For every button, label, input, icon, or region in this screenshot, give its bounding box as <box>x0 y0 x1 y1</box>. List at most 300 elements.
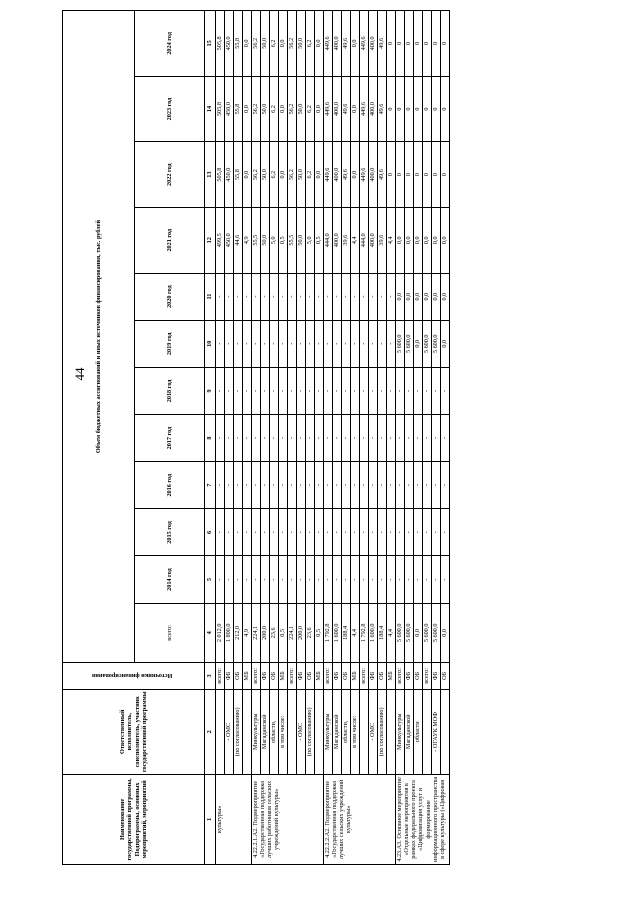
year-value-cell: 0 <box>396 11 405 77</box>
year-value-cell: - <box>360 367 369 414</box>
program-name-cell: 4.23.А3. Основное мероприятие «Отдельные мероприятия в рамках федерального проекта «Цифровизация услуг и формирование информационного пространства в сфере культуры («Цифровая <box>396 774 450 864</box>
year-value-cell: - <box>216 320 225 367</box>
year-value-cell: - <box>369 509 378 556</box>
table-row <box>387 11 396 865</box>
year-value-cell: 39,6 <box>342 207 351 273</box>
year-value-cell: - <box>342 556 351 603</box>
year-value-cell: 56,2 <box>252 142 261 208</box>
executor-cell: - ОМС <box>369 689 378 774</box>
column-index: 6 <box>205 509 216 556</box>
year-value-cell: - <box>423 556 432 603</box>
header-name: Наименование государственной программы, Подпрограммы, основных мероприятий, мероприятий <box>63 774 205 864</box>
header-year: 2022 год <box>135 142 205 208</box>
source-cell: ОБ <box>306 663 315 690</box>
executor-cell: Минкультуры <box>396 689 405 774</box>
year-value-cell: - <box>369 462 378 509</box>
source-cell: всего: <box>396 663 405 690</box>
total-value-cell: 0,5 <box>279 603 288 662</box>
year-value-cell: - <box>378 273 387 320</box>
column-index: 7 <box>205 462 216 509</box>
total-value-cell: 0,5 <box>315 603 324 662</box>
year-value-cell: 49,6 <box>378 142 387 208</box>
executor-cell <box>216 689 225 774</box>
year-value-cell: 0,0 <box>351 11 360 77</box>
year-value-cell: - <box>432 462 441 509</box>
total-value-cell: 188,4 <box>342 603 351 662</box>
total-value-cell: 1 800,0 <box>225 603 234 662</box>
total-value-cell: 200,0 <box>297 603 306 662</box>
year-value-cell: - <box>414 509 423 556</box>
year-value-cell: - <box>216 462 225 509</box>
year-value-cell: 49,6 <box>342 76 351 142</box>
year-value-cell: - <box>225 273 234 320</box>
year-value-cell: - <box>216 509 225 556</box>
year-value-cell: - <box>252 462 261 509</box>
header-source <box>63 663 205 690</box>
year-value-cell: 55,8 <box>234 76 243 142</box>
year-value-cell: - <box>441 509 450 556</box>
year-value-cell: - <box>360 462 369 509</box>
year-value-cell: 444,0 <box>360 207 369 273</box>
year-value-cell: 449,6 <box>324 142 333 208</box>
year-value-cell: - <box>234 367 243 414</box>
table-row <box>351 11 360 865</box>
year-value-cell: - <box>252 273 261 320</box>
executor-cell <box>423 689 432 774</box>
table-row <box>441 11 450 865</box>
year-value-cell: 0,0 <box>405 273 414 320</box>
year-value-cell: - <box>252 509 261 556</box>
year-value-cell: - <box>279 556 288 603</box>
year-value-cell: 44,6 <box>234 207 243 273</box>
year-value-cell: - <box>342 273 351 320</box>
year-value-cell: - <box>369 320 378 367</box>
year-value-cell: 400,0 <box>369 207 378 273</box>
total-value-cell: 224,1 <box>288 603 297 662</box>
year-value-cell: 56,2 <box>288 76 297 142</box>
header-year: 2016 год <box>135 462 205 509</box>
table-row <box>333 11 342 865</box>
year-value-cell: - <box>342 415 351 462</box>
year-value-cell: 0 <box>396 76 405 142</box>
budget-table <box>62 10 450 865</box>
year-value-cell: - <box>369 367 378 414</box>
year-value-cell: 449,6 <box>324 11 333 77</box>
year-value-cell: 39,6 <box>378 207 387 273</box>
table-row <box>234 11 243 865</box>
year-value-cell: - <box>261 415 270 462</box>
year-value-cell: 50,0 <box>297 76 306 142</box>
year-value-cell: - <box>225 367 234 414</box>
year-value-cell: - <box>306 509 315 556</box>
year-value-cell: - <box>270 320 279 367</box>
year-value-cell: 0,0 <box>396 207 405 273</box>
year-value-cell: 6,2 <box>270 142 279 208</box>
year-value-cell: - <box>315 320 324 367</box>
year-value-cell: 400,0 <box>333 76 342 142</box>
year-value-cell: - <box>414 462 423 509</box>
year-value-cell: - <box>333 462 342 509</box>
year-value-cell: 400,0 <box>333 11 342 77</box>
year-value-cell: 6,2 <box>306 142 315 208</box>
year-value-cell: 0 <box>387 142 396 208</box>
executor-cell: - ОГАУК МОФ <box>432 689 441 774</box>
year-value-cell: - <box>333 367 342 414</box>
year-value-cell: 0,0 <box>423 207 432 273</box>
year-value-cell: - <box>351 367 360 414</box>
header-year: 2014 год <box>135 556 205 603</box>
year-value-cell: - <box>288 415 297 462</box>
year-value-cell: 56,2 <box>288 11 297 77</box>
year-value-cell: - <box>216 273 225 320</box>
year-value-cell: - <box>387 415 396 462</box>
total-value-cell: 1 792,8 <box>324 603 333 662</box>
year-value-cell: 450,0 <box>225 76 234 142</box>
year-value-cell: 449,6 <box>324 76 333 142</box>
table-row <box>225 11 234 865</box>
year-value-cell: - <box>234 415 243 462</box>
table-row <box>369 11 378 865</box>
program-name-cell: 4.22.2.2.А2. Подмероприятие «Государственная поддержка лучших сельских учреждений культуры» <box>324 774 396 864</box>
table-row <box>423 11 432 865</box>
total-value-cell: 1 600,0 <box>369 603 378 662</box>
year-value-cell: 50,0 <box>297 11 306 77</box>
year-value-cell: - <box>252 320 261 367</box>
year-value-cell: 0 <box>441 76 450 142</box>
year-value-cell: 505,8 <box>216 76 225 142</box>
year-value-cell: - <box>297 320 306 367</box>
table-row <box>297 11 306 865</box>
year-value-cell: - <box>378 415 387 462</box>
header-year: 2020 год <box>135 273 205 320</box>
year-value-cell: 56,2 <box>252 11 261 77</box>
year-value-cell: - <box>279 320 288 367</box>
year-value-cell: 0,5 <box>279 207 288 273</box>
year-value-cell: - <box>297 462 306 509</box>
year-value-cell: 0,0 <box>423 273 432 320</box>
year-value-cell: - <box>261 556 270 603</box>
source-cell: ОБ <box>378 663 387 690</box>
year-value-cell: 0,5 <box>315 207 324 273</box>
year-value-cell: 0 <box>423 142 432 208</box>
year-value-cell: 400,0 <box>333 207 342 273</box>
total-value-cell: 188,4 <box>378 603 387 662</box>
year-value-cell: 5 600,0 <box>432 320 441 367</box>
column-index: 13 <box>205 142 216 208</box>
year-value-cell: - <box>324 367 333 414</box>
year-value-cell: - <box>333 273 342 320</box>
table-row <box>324 11 333 865</box>
column-index: 11 <box>205 273 216 320</box>
year-value-cell: - <box>243 367 252 414</box>
year-value-cell: - <box>288 556 297 603</box>
year-value-cell: - <box>396 367 405 414</box>
year-value-cell: 0,0 <box>441 320 450 367</box>
year-value-cell: 50,0 <box>297 142 306 208</box>
year-value-cell: - <box>261 367 270 414</box>
total-value-cell: 5 600,0 <box>432 603 441 662</box>
year-value-cell: 450,0 <box>225 142 234 208</box>
table-row <box>288 11 297 865</box>
total-value-cell: 4,4 <box>351 603 360 662</box>
year-value-cell: - <box>315 415 324 462</box>
year-value-cell: 400,0 <box>369 11 378 77</box>
year-value-cell: - <box>324 415 333 462</box>
year-value-cell: - <box>360 509 369 556</box>
year-value-cell: 56,2 <box>288 142 297 208</box>
executor-cell: (по согласованию) <box>234 689 243 774</box>
year-value-cell: - <box>216 367 225 414</box>
year-value-cell: - <box>216 415 225 462</box>
column-index: 5 <box>205 556 216 603</box>
year-value-cell: 0 <box>432 142 441 208</box>
source-cell: МБ <box>315 663 324 690</box>
year-value-cell: - <box>396 462 405 509</box>
year-value-cell: - <box>270 367 279 414</box>
year-value-cell: 444,0 <box>324 207 333 273</box>
year-value-cell: - <box>225 415 234 462</box>
year-value-cell: - <box>324 556 333 603</box>
year-value-cell: - <box>288 273 297 320</box>
column-index: 10 <box>205 320 216 367</box>
year-value-cell: 0 <box>432 11 441 77</box>
year-value-cell: - <box>432 415 441 462</box>
year-value-cell: - <box>225 462 234 509</box>
year-value-cell: 0,0 <box>315 76 324 142</box>
executor-cell <box>441 689 450 774</box>
column-index: 15 <box>205 11 216 77</box>
year-value-cell: 5 600,0 <box>423 320 432 367</box>
total-value-cell: 5 600,0 <box>423 603 432 662</box>
source-cell: ФБ <box>405 663 414 690</box>
year-value-cell: - <box>243 509 252 556</box>
year-value-cell: 0,0 <box>432 207 441 273</box>
year-value-cell: - <box>333 509 342 556</box>
total-value-cell: 23,6 <box>306 603 315 662</box>
year-value-cell: 50,0 <box>261 76 270 142</box>
column-index: 12 <box>205 207 216 273</box>
source-cell: всего: <box>252 663 261 690</box>
year-value-cell: 5 600,0 <box>396 320 405 367</box>
year-value-cell: 0,0 <box>243 142 252 208</box>
year-value-cell: 400,0 <box>369 76 378 142</box>
year-value-cell: - <box>387 367 396 414</box>
year-value-cell: 5 600,0 <box>405 320 414 367</box>
year-value-cell: - <box>288 509 297 556</box>
column-index: 1 <box>205 774 216 864</box>
year-value-cell: 55,8 <box>234 142 243 208</box>
year-value-cell: - <box>351 509 360 556</box>
year-value-cell: - <box>414 415 423 462</box>
total-value-cell: 200,0 <box>261 603 270 662</box>
table-row <box>432 11 441 865</box>
header-year: 2015 год <box>135 509 205 556</box>
year-value-cell: - <box>405 415 414 462</box>
year-value-cell: 450,0 <box>225 207 234 273</box>
year-value-cell: - <box>324 320 333 367</box>
year-value-cell: - <box>288 367 297 414</box>
executor-cell: области, <box>270 689 279 774</box>
header-volume: Объем бюджетных ассигнований и иных источников финансирования, тыс. рублей <box>63 11 135 663</box>
year-value-cell: - <box>279 273 288 320</box>
total-value-cell: 5 600,0 <box>405 603 414 662</box>
column-index: 2 <box>205 689 216 774</box>
year-value-cell: - <box>324 462 333 509</box>
source-cell: всего: <box>360 663 369 690</box>
source-cell: ФБ <box>369 663 378 690</box>
year-value-cell: 0 <box>387 11 396 77</box>
year-value-cell: - <box>270 509 279 556</box>
executor-cell: Магаданской <box>261 689 270 774</box>
executor-cell: в том числе: <box>279 689 288 774</box>
header-year: 2023 год <box>135 76 205 142</box>
year-value-cell: - <box>351 320 360 367</box>
column-index: 3 <box>205 663 216 690</box>
budget-table-rotated <box>62 10 583 865</box>
header-source-text: Источники финансирования <box>92 672 173 680</box>
year-value-cell: 0,0 <box>243 76 252 142</box>
source-cell: ОБ <box>414 663 423 690</box>
executor-cell: Минкультуры <box>252 689 261 774</box>
year-value-cell: - <box>252 367 261 414</box>
year-value-cell: - <box>387 462 396 509</box>
table-row <box>396 11 405 865</box>
year-value-cell: - <box>414 367 423 414</box>
year-value-cell: - <box>423 415 432 462</box>
year-value-cell: - <box>297 367 306 414</box>
year-value-cell: - <box>225 320 234 367</box>
year-value-cell: - <box>324 273 333 320</box>
total-value-cell: 1 600,0 <box>333 603 342 662</box>
year-value-cell: 0,0 <box>243 11 252 77</box>
total-value-cell: 23,6 <box>270 603 279 662</box>
year-value-cell: - <box>423 367 432 414</box>
year-value-cell: 0 <box>405 142 414 208</box>
year-value-cell: - <box>333 320 342 367</box>
year-value-cell: - <box>306 320 315 367</box>
source-cell: МБ <box>351 663 360 690</box>
year-value-cell: - <box>306 273 315 320</box>
year-value-cell: 0,0 <box>441 273 450 320</box>
source-cell: МБ <box>243 663 252 690</box>
table-row <box>315 11 324 865</box>
year-value-cell: - <box>378 367 387 414</box>
year-value-cell: - <box>270 556 279 603</box>
year-value-cell: - <box>297 415 306 462</box>
year-value-cell: 0,0 <box>315 11 324 77</box>
year-value-cell: - <box>279 509 288 556</box>
year-value-cell: - <box>261 509 270 556</box>
year-value-cell: 0 <box>396 142 405 208</box>
year-value-cell: - <box>306 556 315 603</box>
year-value-cell: 49,6 <box>342 11 351 77</box>
year-value-cell: - <box>252 556 261 603</box>
table-row <box>306 11 315 865</box>
year-value-cell: 0,0 <box>432 273 441 320</box>
year-value-cell: 6,2 <box>270 76 279 142</box>
source-cell: ФБ <box>297 663 306 690</box>
year-value-cell: - <box>243 415 252 462</box>
executor-cell: (по согласованию) <box>306 689 315 774</box>
year-value-cell: - <box>333 415 342 462</box>
year-value-cell: - <box>333 556 342 603</box>
year-value-cell: 6,2 <box>306 76 315 142</box>
table-row <box>414 11 423 865</box>
executor-cell: Минкультуры <box>324 689 333 774</box>
year-value-cell: 0,0 <box>414 207 423 273</box>
year-value-cell: - <box>315 556 324 603</box>
year-value-cell: - <box>279 462 288 509</box>
year-value-cell: - <box>342 367 351 414</box>
year-value-cell: 0,0 <box>279 76 288 142</box>
header-year: 2017 год <box>135 415 205 462</box>
table-row <box>270 11 279 865</box>
year-value-cell: - <box>279 367 288 414</box>
year-value-cell: 0 <box>423 76 432 142</box>
total-value-cell: 1 792,8 <box>360 603 369 662</box>
source-cell: ФБ <box>432 663 441 690</box>
year-value-cell: - <box>405 556 414 603</box>
year-value-cell: - <box>234 556 243 603</box>
year-value-cell: 0 <box>414 11 423 77</box>
year-value-cell: - <box>369 556 378 603</box>
total-value-cell: 4,4 <box>387 603 396 662</box>
program-name-cell: 4.22.2.1.А2. Подмероприятие «Государственная поддержка лучших работников сельских учреждений культуры» <box>252 774 324 864</box>
year-value-cell: - <box>243 556 252 603</box>
year-value-cell: - <box>351 415 360 462</box>
year-value-cell: 0 <box>441 11 450 77</box>
source-cell: ФБ <box>225 663 234 690</box>
executor-cell <box>315 689 324 774</box>
year-value-cell: - <box>387 556 396 603</box>
total-value-cell: 5 600,0 <box>396 603 405 662</box>
header-year: 2024 год <box>135 11 205 77</box>
executor-cell: области, <box>342 689 351 774</box>
year-value-cell: 0 <box>414 76 423 142</box>
year-value-cell: 4,4 <box>387 207 396 273</box>
year-value-cell: - <box>234 462 243 509</box>
source-cell: МБ <box>387 663 396 690</box>
table-row <box>405 11 414 865</box>
year-value-cell: - <box>432 367 441 414</box>
year-value-cell: 505,8 <box>216 11 225 77</box>
total-value-cell: 0,0 <box>414 603 423 662</box>
year-value-cell: 0 <box>423 11 432 77</box>
year-value-cell: - <box>306 367 315 414</box>
table-row <box>279 11 288 865</box>
year-value-cell: 50,0 <box>261 11 270 77</box>
year-value-cell: 49,6 <box>378 76 387 142</box>
year-value-cell: - <box>252 415 261 462</box>
year-value-cell: - <box>243 462 252 509</box>
year-value-cell: - <box>351 462 360 509</box>
year-value-cell: 505,8 <box>216 142 225 208</box>
year-value-cell: 0,0 <box>315 142 324 208</box>
year-value-cell: 6,2 <box>306 11 315 77</box>
table-row <box>360 11 369 865</box>
year-value-cell: - <box>405 367 414 414</box>
executor-cell <box>288 689 297 774</box>
source-cell: всего: <box>288 663 297 690</box>
year-value-cell: - <box>387 273 396 320</box>
year-value-cell: - <box>261 320 270 367</box>
year-value-cell: - <box>315 462 324 509</box>
executor-cell: (по согласованию) <box>378 689 387 774</box>
year-value-cell: - <box>306 462 315 509</box>
year-value-cell: - <box>315 509 324 556</box>
year-value-cell: - <box>423 509 432 556</box>
year-value-cell: - <box>405 462 414 509</box>
